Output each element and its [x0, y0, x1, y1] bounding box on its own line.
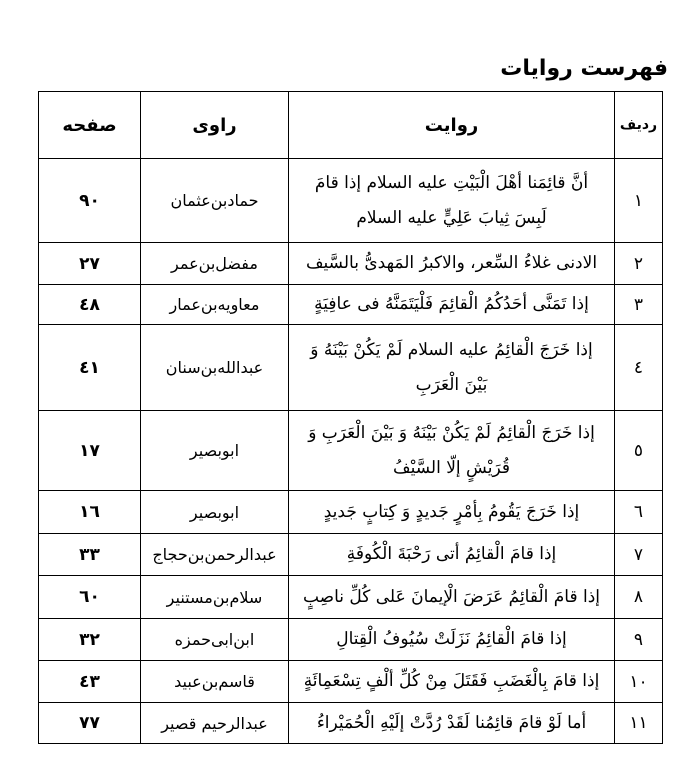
row-number: ٤ [615, 325, 663, 411]
riwayat-text: إذا خَرَجَ الْقائِمُ لَمْ يَكُنْ بَيْنَهُ وَ بَيْنَ الْعَرَبِ وَ قُرَيْشٍ إلّا السَّيْفُ [289, 411, 615, 491]
row-number: ٣ [615, 285, 663, 325]
table-row [39, 491, 663, 534]
row-number: ١ [615, 159, 663, 243]
narrator-name: معاویه‌بن‌عمار [141, 285, 289, 325]
narrator-name: ابن‌ابی‌حمزه [141, 619, 289, 661]
row-number: ٦ [615, 491, 663, 534]
page-number: ٣٣ [39, 534, 141, 576]
narrator-name: عبدالرحمن‌بن‌حجاج [141, 534, 289, 576]
narrator-name: سلام‌بن‌مستنیر [141, 576, 289, 619]
riwayat-text: إذا خَرَجَ يَقُومُ بِأمْرٍ جَديدٍ وَ كِتابٍ جَديدٍ [289, 491, 615, 534]
riwayat-text: الادنى غلاءُ السِّعر، والاكبرُ المَهدىُّ بالسَّيف [289, 243, 615, 285]
page-number: ٧٧ [39, 703, 141, 744]
narrator-name: مفضل‌بن‌عمر [141, 243, 289, 285]
page-number: ٢٧ [39, 243, 141, 285]
table-row [39, 661, 663, 703]
table-header-row [39, 92, 663, 159]
page-number: ١٦ [39, 491, 141, 534]
riwayat-text: إذا قامَ الْقائِمُ عَرَضَ الْإيمانَ عَلى كُلِّ ناصِبٍ [289, 576, 615, 619]
riwayat-text: إذا خَرَجَ الْقائِمُ عليه السلام لَمْ يَكُنْ بَيْنَهُ وَ بَيْنَ الْعَرَبِ [289, 325, 615, 411]
table-row [39, 576, 663, 619]
table-row [39, 703, 663, 744]
row-number: ٥ [615, 411, 663, 491]
page-number: ٤٣ [39, 661, 141, 703]
table-row [39, 619, 663, 661]
document-title: فهرست روایات [500, 56, 668, 81]
riwayat-text: إذا قامَ بِالْغَضَبِ فَقَتَلَ مِنْ كُلِّ ألْفٍ تِسْعَمِائَةٍ [289, 661, 615, 703]
row-number: ٩ [615, 619, 663, 661]
narrator-name: ابوبصیر [141, 491, 289, 534]
page-number: ٦٠ [39, 576, 141, 619]
row-number: ١١ [615, 703, 663, 744]
narrator-name: قاسم‌بن‌عبید [141, 661, 289, 703]
riwayat-index-table [38, 91, 663, 744]
row-number: ٧ [615, 534, 663, 576]
riwayat-text: أنَّ قائِمَنا أهْلَ الْبَيْتِ عليه السلام إذا قامَ لَبِسَ ثِيابَ عَلِيٍّ عليه السلام [289, 159, 615, 243]
table-row [39, 159, 663, 243]
table-row [39, 285, 663, 325]
table-row [39, 534, 663, 576]
row-number: ٨ [615, 576, 663, 619]
page-number: ٤١ [39, 325, 141, 411]
table-row [39, 411, 663, 491]
page-number: ٤٨ [39, 285, 141, 325]
header-narrator: راوی [141, 92, 289, 159]
narrator-name: حمادبن‌عثمان [141, 159, 289, 243]
riwayat-text: إذا قامَ الْقائِمُ نَزَلَتْ سُيُوفُ الْقِتالِ [289, 619, 615, 661]
row-number: ١٠ [615, 661, 663, 703]
header-page: صفحه [39, 92, 141, 159]
riwayat-text: أما لَوْ قامَ قائِمُنا لَقَدْ رُدَّتْ إلَيْهِ الْحُمَيْراءُ [289, 703, 615, 744]
riwayat-text: إذا قامَ الْقائِمُ أتى رَحْبَةَ الْكُوفَةِ [289, 534, 615, 576]
narrator-name: عبدالرحیم قصیر [141, 703, 289, 744]
page-number: ٣٢ [39, 619, 141, 661]
narrator-name: ابوبصیر [141, 411, 289, 491]
page-number: ٩٠ [39, 159, 141, 243]
header-riwayat: روایت [289, 92, 615, 159]
table-row [39, 325, 663, 411]
narrator-name: عبدالله‌بن‌سنان [141, 325, 289, 411]
table-row [39, 243, 663, 285]
header-row-number: ردیف [615, 92, 663, 159]
riwayat-text: إذا تَمَنَّى أحَدُكُمُ الْقائِمَ فَلْيَتَمَنَّهُ فى عافِيَةٍ [289, 285, 615, 325]
row-number: ٢ [615, 243, 663, 285]
page-number: ١٧ [39, 411, 141, 491]
